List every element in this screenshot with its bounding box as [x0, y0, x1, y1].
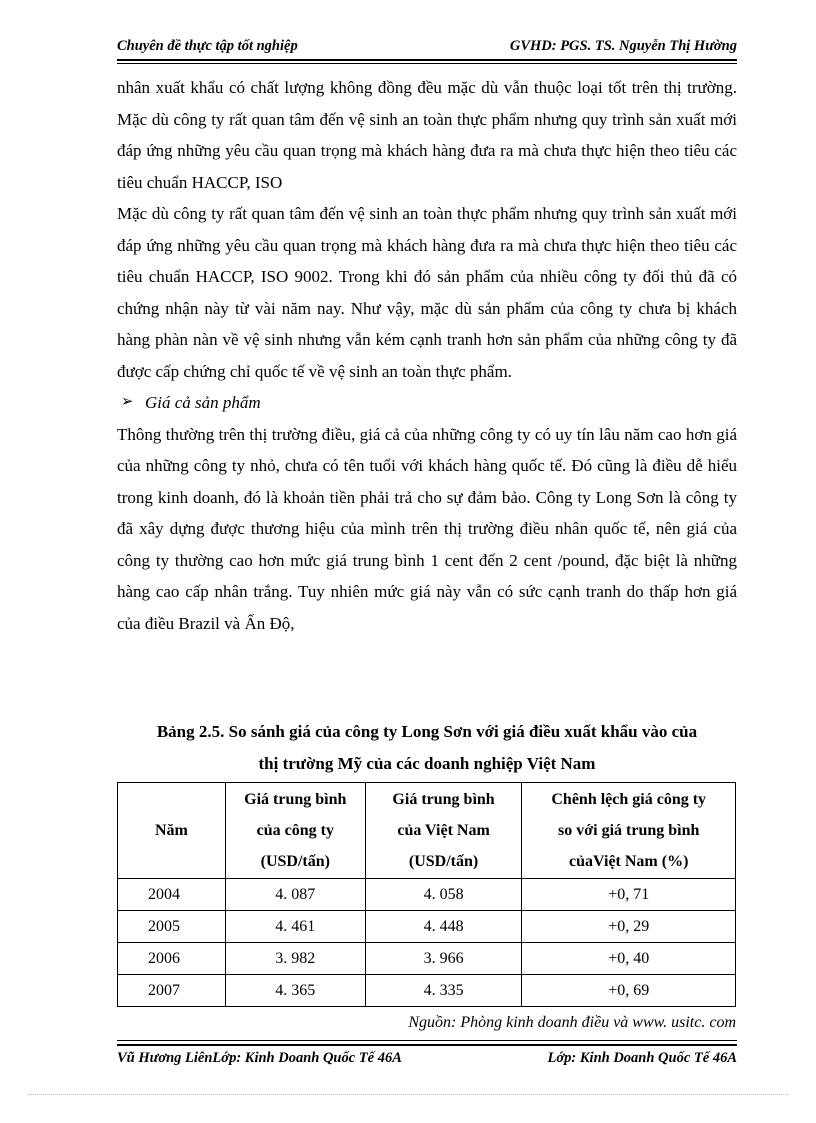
page-footer: [117, 1050, 737, 1072]
footer-class: Lớp: Kinh Doanh Quốc Tế 46A: [547, 1050, 737, 1066]
cell-vietnam-price: 4. 058: [365, 879, 522, 911]
cell-difference: +0, 40: [522, 943, 736, 975]
header-rule-thin: [117, 63, 737, 64]
page-header: [117, 36, 737, 58]
cell-company-price: 4. 087: [225, 879, 365, 911]
body-text: [117, 72, 737, 639]
paragraph-1: nhân xuất khẩu có chất lượng không đồng đều mặc dù vẫn thuộc loại tốt trên thị trường. Mặc dù công ty rất quan tâm đến vệ sinh an toàn thực phẩm nhưng quy trình sản xuất mới đáp ứng những yêu cầu quan trọng mà khách hàng đưa ra mà chưa thực hiện theo tiêu các tiêu chuẩn HACCP, ISO: [117, 78, 737, 192]
table-row: [118, 911, 736, 943]
cell-company-price: 4. 365: [225, 975, 365, 1007]
cell-year: 2005: [118, 911, 226, 943]
footer-rule-thick: [117, 1044, 737, 1046]
caption-line-1: Bảng 2.5. So sánh giá của công ty Long Sơn với giá điều xuất khẩu vào của: [156, 722, 698, 741]
cell-vietnam-price: 3. 966: [365, 943, 522, 975]
cell-difference: +0, 29: [522, 911, 736, 943]
cell-vietnam-price: 4. 448: [365, 911, 522, 943]
paragraph-2: Mặc dù công ty rất quan tâm đến vệ sinh an toàn thực phẩm nhưng quy trình sản xuất mới đáp ứng những yêu cầu quan trọng mà khách hàng đưa ra mà chưa thực hiện theo tiêu các tiêu chuẩn HACCP, ISO 9002. Trong khi đó sản phẩm của nhiều công ty đối thủ đã có chứng nhận này từ vài năm nay. Như vậy, mặc dù sản phẩm của công ty chưa bị khách hàng phàn nàn về vệ sinh nhưng vẫn kém cạnh tranh hơn sản phẩm của những công ty đã được cấp chứng chỉ quốc tế về vệ sinh an toàn thực phẩm.: [117, 204, 737, 381]
cell-vietnam-price: 4. 335: [365, 975, 522, 1007]
footer-author: Vũ Hương LiênLớp: Kinh Doanh Quốc Tế 46A: [117, 1050, 402, 1066]
table-row: [118, 879, 736, 911]
cell-difference: +0, 71: [522, 879, 736, 911]
header-advisor: GVHD: PGS. TS. Nguyễn Thị Hường: [509, 38, 737, 54]
header-title: Chuyên đề thực tập tốt nghiệp: [117, 38, 298, 54]
section-bullet: [117, 387, 737, 419]
table-caption: [117, 716, 737, 780]
header-company-price: Giá trung bình của công ty (USD/tấn): [225, 783, 365, 879]
cell-year: 2007: [118, 975, 226, 1007]
footer-rule-thin: [117, 1040, 737, 1041]
arrow-bullet-icon: ➢: [121, 394, 134, 410]
table-row: [118, 975, 736, 1007]
cell-year: 2004: [118, 879, 226, 911]
table-row: [118, 943, 736, 975]
caption-line-2: thị trường Mỹ của các doanh nghiệp Việt Nam: [258, 754, 596, 773]
header-price-difference: Chênh lệch giá công ty so với giá trung bình củaViệt Nam (%): [522, 783, 736, 879]
header-vietnam-price: Giá trung bình của Việt Nam (USD/tấn): [365, 783, 522, 879]
page-break-divider: [28, 1094, 788, 1095]
cell-difference: +0, 69: [522, 975, 736, 1007]
table-source: Nguồn: Phòng kinh doanh điều và www. usitc. com: [408, 1014, 736, 1031]
table-header-row: [118, 783, 736, 879]
bullet-label: Giá cả sản phẩm: [145, 393, 261, 412]
paragraph-3: Thông thường trên thị trường điều, giá cả của những công ty có uy tín lâu năm cao hơn giá của những công ty nhỏ, chưa có tên tuổi với khách hàng quốc tế. Đó cũng là điều dễ hiểu trong kinh doanh, đó là khoản tiền phải trả cho sự đảm bảo. Công ty Long Sơn là công ty đã xây dựng được thương hiệu của mình trên thị trường điều nhân quốc tế, nên giá của công ty thường cao hơn mức giá trung bình 1 cent đến 2 cent /pound, đặc biệt là những hàng cao cấp nhân trắng. Tuy nhiên mức giá này vẫn có sức cạnh tranh do thấp hơn giá của điều Brazil và Ấn Độ,: [117, 424, 737, 633]
cell-year: 2006: [118, 943, 226, 975]
price-comparison-table: [117, 782, 736, 1007]
header-rule-thick: [117, 59, 737, 61]
cell-company-price: 4. 461: [225, 911, 365, 943]
cell-company-price: 3. 982: [225, 943, 365, 975]
header-year: Năm: [118, 783, 226, 879]
